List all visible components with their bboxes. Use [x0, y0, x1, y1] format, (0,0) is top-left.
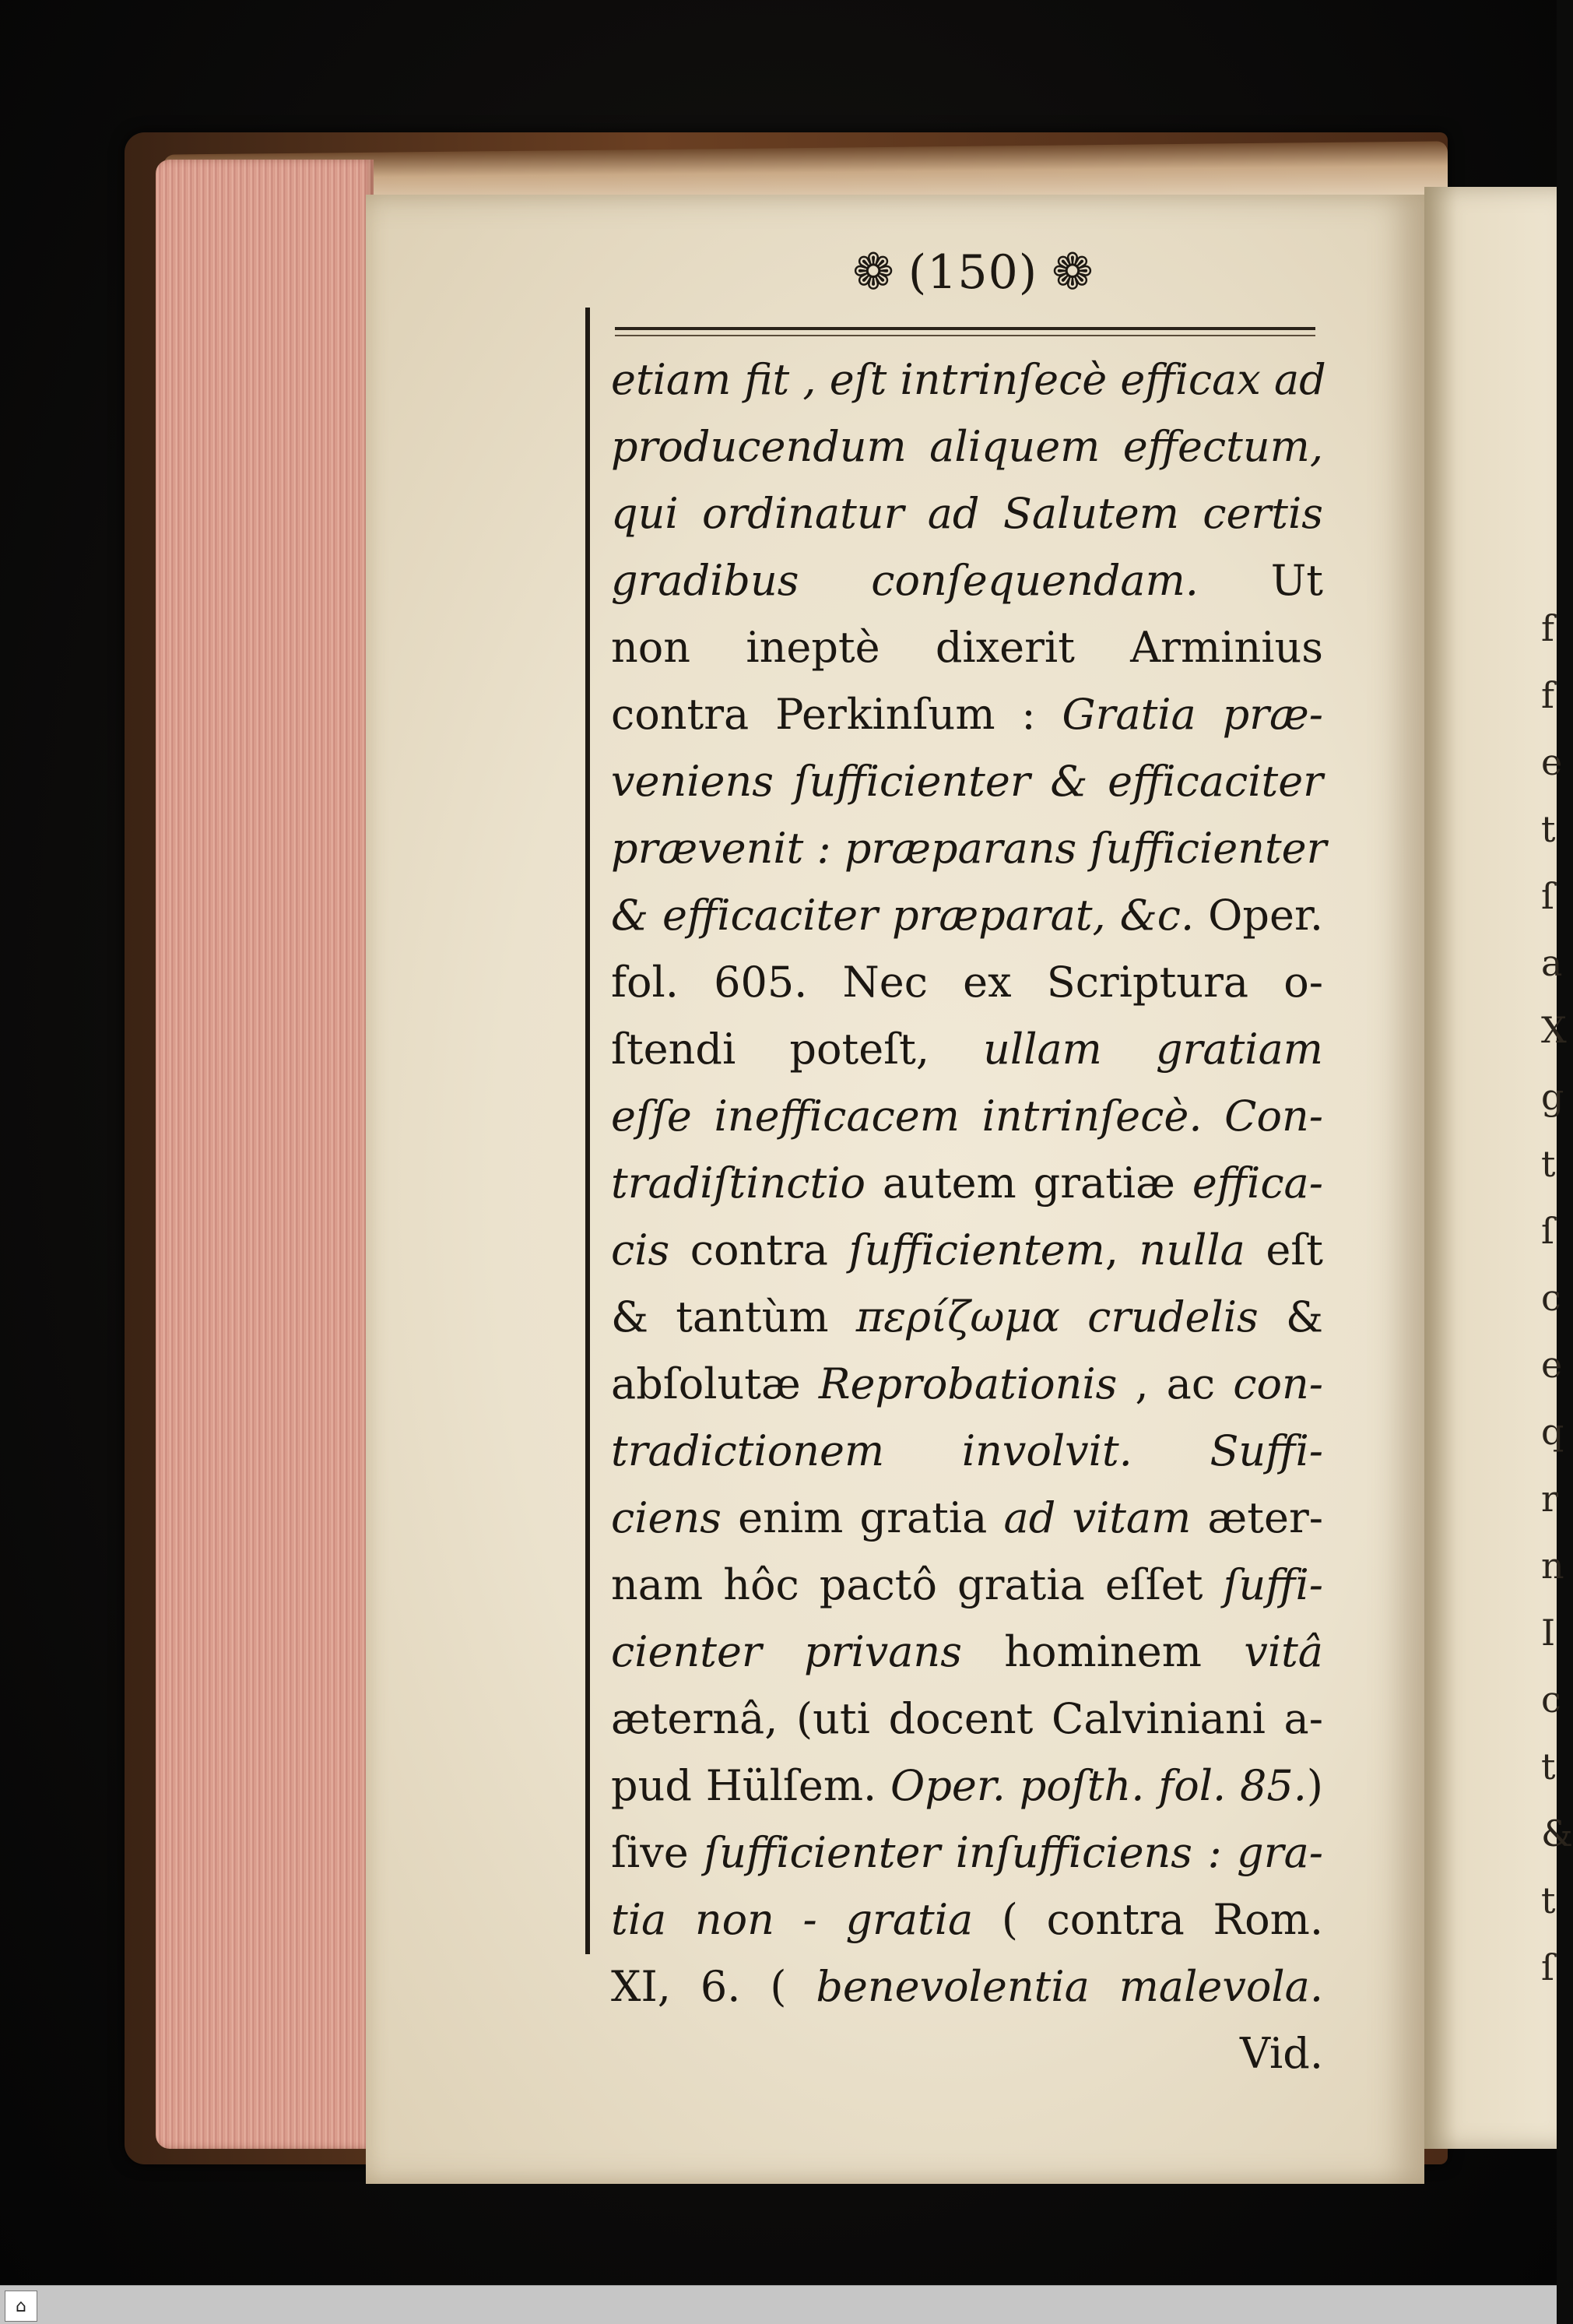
text-run: Gratia præ- — [1062, 690, 1323, 739]
text-line — [611, 1485, 1323, 1552]
facing-page-fragment: X — [1541, 1009, 1567, 1051]
text-run: gradibus conſequendam. — [611, 556, 1199, 605]
facing-page-fragment: r — [1541, 1478, 1558, 1520]
text-run: ciens — [611, 1493, 722, 1542]
facing-page-fragment: q — [1541, 1411, 1564, 1453]
facing-page-fragment: & — [1541, 1812, 1573, 1855]
text-run: cis — [611, 1225, 670, 1275]
margin-marking-bar — [585, 308, 590, 1954]
facing-page-fragment: f — [1541, 674, 1555, 716]
text-run: hominem — [961, 1627, 1245, 1676]
text-run: Ut — [1198, 556, 1324, 605]
facing-page-fragment: n — [1541, 1545, 1564, 1587]
text-line — [611, 1418, 1323, 1485]
text-line — [611, 1150, 1323, 1217]
text-run: ad vitam — [1003, 1493, 1192, 1542]
text-run: abſolutæ — [611, 1359, 819, 1408]
text-run: enim gratia — [721, 1493, 1004, 1542]
flower-ornament-icon: ❁ — [852, 244, 894, 301]
text-run: effica- — [1192, 1158, 1323, 1208]
text-run: & tantùm — [611, 1292, 856, 1341]
facing-page-fragment: ſ — [1541, 1946, 1555, 1988]
text-run: ſufficientem — [848, 1225, 1105, 1275]
text-run: producendum aliquem effectum, — [611, 422, 1323, 471]
facing-page-fragment: t — [1541, 1143, 1556, 1185]
text-run: Oper. — [1194, 891, 1323, 940]
text-line — [611, 815, 1327, 882]
page-block-edges — [156, 160, 374, 2149]
text-line — [611, 1886, 1323, 1953]
facing-page-fragment: I — [1541, 1612, 1556, 1654]
viewer-footer-bar — [0, 2285, 1557, 2324]
text-line — [611, 1284, 1323, 1351]
flower-ornament-icon: ❁ — [1052, 244, 1094, 301]
text-run: tradiſtinctio — [611, 1158, 866, 1208]
facing-page-strip — [1424, 187, 1573, 2149]
text-run: ſive — [611, 1828, 704, 1877]
facing-page-fragment: f — [1541, 607, 1555, 649]
facing-page-fragment: c — [1541, 1679, 1561, 1721]
text-line — [611, 1351, 1323, 1418]
text-run: veniens ſufficienter & efficaciter — [611, 757, 1323, 806]
text-run: non ineptè dixerit Arminius — [611, 623, 1323, 672]
text-run: benevolentia malevola. — [816, 1962, 1324, 2011]
text-line — [611, 547, 1323, 614]
text-line — [611, 882, 1323, 949]
text-run: XI, 6. ( — [611, 1962, 816, 2011]
text-line — [611, 614, 1323, 681]
text-line — [611, 1819, 1323, 1886]
text-run: cienter privans — [611, 1627, 962, 1676]
text-run: Oper. poſth. fol. 85. — [890, 1761, 1307, 1810]
text-run: ullam gratiam — [983, 1025, 1323, 1074]
text-line — [611, 413, 1323, 480]
text-run: nulla — [1139, 1225, 1245, 1275]
text-run: , ac — [1117, 1359, 1234, 1408]
body-text — [611, 346, 1327, 2087]
text-run: etiam fit , eſt intrinſecè efficax ad — [611, 355, 1326, 404]
text-run: æternâ, (uti docent Calviniani a- — [611, 1694, 1323, 1743]
text-line — [611, 949, 1323, 1016]
text-run: autem gratiæ — [866, 1158, 1192, 1208]
facing-page-fragment: t — [1541, 808, 1556, 850]
text-run: περίζωμα crudelis — [855, 1292, 1259, 1341]
header-rule — [615, 327, 1315, 336]
text-run: tradictionem involvit. Suffi- — [611, 1426, 1323, 1475]
text-run: ( contra Rom. — [973, 1895, 1323, 1944]
text-run: prævenit : præparans ſufficienter — [611, 824, 1327, 873]
text-run: contra Perkinſum : — [611, 690, 1062, 739]
facing-page-fragment: e — [1541, 741, 1563, 783]
text-run: fol. 605. Nec ex Scriptura o- — [611, 958, 1323, 1007]
text-run: con- — [1233, 1359, 1323, 1408]
text-run: ſufficienter inſufficiens : gra- — [704, 1828, 1324, 1877]
text-line — [611, 1083, 1323, 1150]
facing-page-fragment: c — [1541, 1277, 1561, 1319]
page-header — [817, 237, 1129, 308]
text-line — [611, 1217, 1323, 1284]
facing-page-fragment: ſ — [1541, 875, 1555, 917]
text-run: eſſe inefficacem intrinſecè. Con- — [611, 1092, 1323, 1141]
facing-page-fragment: t — [1541, 1746, 1556, 1788]
text-run: & efficaciter præparat, &c. — [611, 891, 1195, 940]
text-run: pud Hülſem. — [611, 1761, 891, 1810]
text-line — [611, 1753, 1323, 1819]
text-run: æter- — [1191, 1493, 1324, 1542]
text-run: ſtendi poteſt, — [611, 1025, 984, 1074]
text-run: contra — [669, 1225, 849, 1275]
text-line — [611, 1016, 1323, 1083]
text-run: , — [1104, 1225, 1139, 1275]
facing-page-fragment: a — [1541, 942, 1563, 984]
text-run: nam hôc pactô gratia eſſet — [611, 1560, 1224, 1609]
text-run: ) — [1306, 1761, 1323, 1810]
text-run: qui ordinatur ad Salutem certis — [611, 489, 1323, 538]
text-line — [611, 480, 1323, 547]
text-run: ſuffi- — [1223, 1560, 1323, 1609]
text-line — [611, 1552, 1323, 1619]
text-run: vitâ — [1244, 1627, 1323, 1676]
text-line — [611, 1953, 1323, 2020]
catchword: Vid. — [1239, 2029, 1323, 2078]
text-line — [611, 681, 1323, 748]
page-number: (150) — [908, 245, 1038, 300]
text-run: & — [1258, 1292, 1324, 1341]
facing-page-fragment: ſ — [1541, 1210, 1555, 1252]
text-run: tia non - gratia — [611, 1895, 974, 1944]
text-line — [611, 346, 1326, 413]
text-line — [611, 748, 1323, 815]
text-run: eſt — [1245, 1225, 1323, 1275]
text-run: Reprobationis — [818, 1359, 1118, 1408]
facing-page-fragment: g — [1541, 1076, 1564, 1118]
text-line — [611, 1619, 1323, 1686]
library-logo-icon[interactable]: ⌂ — [5, 2291, 37, 2322]
text-line — [611, 1686, 1323, 1753]
facing-page-fragment: e — [1541, 1344, 1563, 1386]
facing-page-fragment: t — [1541, 1879, 1556, 1921]
